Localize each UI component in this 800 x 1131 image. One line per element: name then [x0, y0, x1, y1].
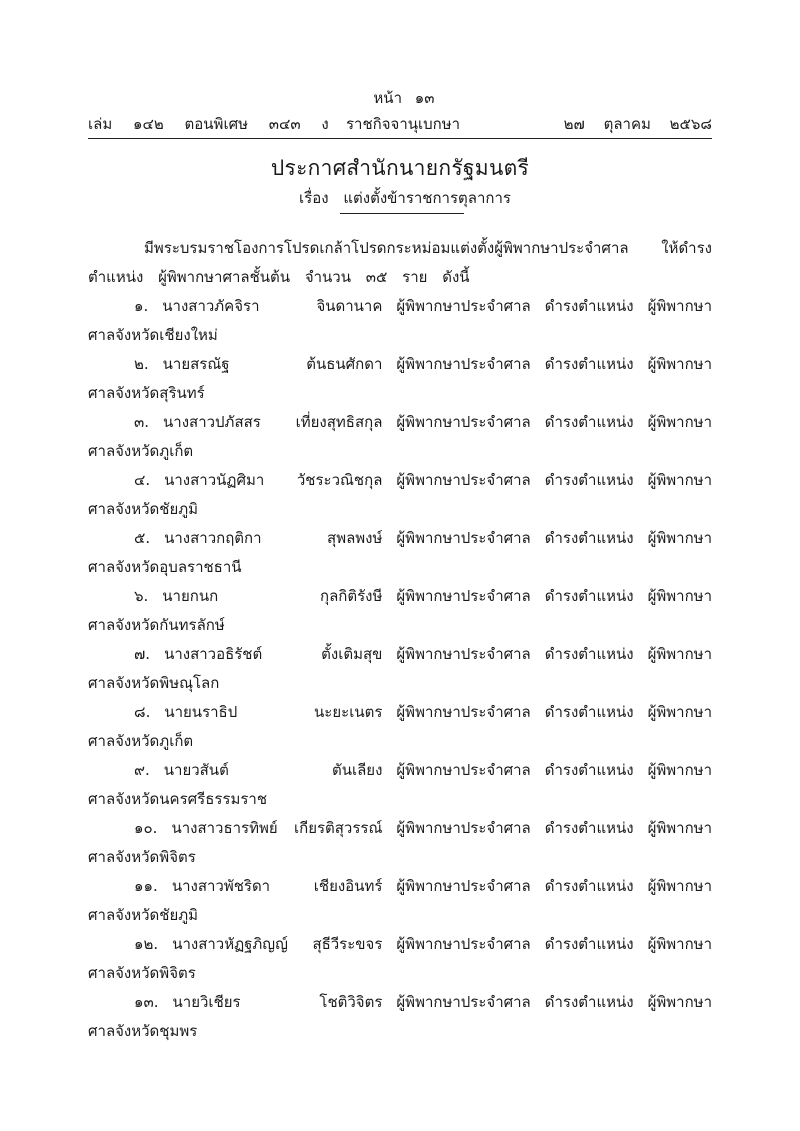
intro-court-level: ผู้พิพากษาศาลชั้นต้น [158, 268, 291, 286]
entry-number: ๑. [134, 297, 149, 315]
entry-number: ๕. [134, 529, 151, 547]
entry-court: ศาลจังหวัดชัยภูมิ [88, 906, 199, 924]
entry-court: ศาลจังหวัดเชียงใหม่ [88, 326, 218, 344]
entry-court: ศาลจังหวัดชุมพร [88, 1022, 198, 1040]
entry-position-label: ดำรงตำแหน่ง [544, 819, 634, 837]
appointment-list [88, 292, 712, 1046]
page-number-value: ๑๓ [414, 89, 435, 107]
appointment-entry [88, 698, 712, 756]
date-month: ตุลาคม [603, 115, 651, 133]
entry-number: ๑๑. [134, 877, 158, 895]
entry-new-position: ผู้พิพากษา [647, 703, 712, 721]
entry-current-position: ผู้พิพากษาประจำศาล [396, 355, 531, 373]
intro-unit: ราย [402, 268, 428, 286]
entry-name: นายนราธิป นะยะเนตร [164, 703, 383, 721]
intro-paragraph [88, 234, 712, 292]
entry-court: ศาลจังหวัดชัยภูมิ [88, 500, 199, 518]
entry-new-position: ผู้พิพากษา [647, 529, 712, 547]
entry-position-label: ดำรงตำแหน่ง [544, 703, 634, 721]
entry-number: ๓. [134, 413, 150, 431]
entry-first-line [88, 524, 712, 553]
entry-position-label: ดำรงตำแหน่ง [544, 471, 634, 489]
intro-count-label: จำนวน [304, 268, 351, 286]
volume-label: เล่ม [88, 115, 113, 133]
entry-current-position: ผู้พิพากษาประจำศาล [396, 297, 531, 315]
entry-number: ๔. [134, 471, 151, 489]
announcement-title: ประกาศสำนักนายกรัฐมนตรี [270, 156, 530, 180]
entry-new-position: ผู้พิพากษา [647, 819, 712, 837]
entry-current-position: ผู้พิพากษาประจำศาล [396, 645, 531, 663]
subject-text: แต่งตั้งข้าราชการตุลาการ [343, 189, 511, 207]
entry-number: ๙. [134, 761, 150, 779]
date-day: ๒๗ [563, 115, 585, 133]
page-number [0, 86, 800, 110]
entry-first-line [88, 814, 712, 843]
intro-count: ๓๕ [365, 268, 388, 286]
entry-position-label: ดำรงตำแหน่ง [544, 877, 634, 895]
page-label: หน้า [373, 89, 402, 107]
section-number: ๓๔๓ [268, 115, 301, 133]
entry-number: ๒. [134, 355, 149, 373]
entry-new-position: ผู้พิพากษา [647, 587, 712, 605]
entry-court: ศาลจังหวัดสุรินทร์ [88, 384, 205, 402]
appointment-entry [88, 640, 712, 698]
entry-position-label: ดำรงตำแหน่ง [544, 529, 634, 547]
entry-name: นางสาวธารทิพย์ เกียรติสุวรรณ์ [171, 819, 383, 837]
entry-new-position: ผู้พิพากษา [647, 471, 712, 489]
section-letter: ง [321, 115, 329, 133]
entry-current-position: ผู้พิพากษาประจำศาล [396, 935, 531, 953]
header-divider [88, 138, 712, 139]
entry-name: นายกนก กุลกิติรังษี [162, 587, 383, 605]
entry-first-line [88, 640, 712, 669]
entry-position-label: ดำรงตำแหน่ง [544, 935, 634, 953]
announcement-body [88, 234, 712, 1046]
entry-current-position: ผู้พิพากษาประจำศาล [396, 587, 531, 605]
entry-court: ศาลจังหวัดพิจิตร [88, 964, 196, 982]
entry-first-line [88, 756, 712, 785]
publication-date [550, 112, 712, 136]
appointment-entry [88, 524, 712, 582]
entry-new-position: ผู้พิพากษา [647, 297, 712, 315]
appointment-entry [88, 872, 712, 930]
entry-number: ๑๐. [134, 819, 158, 837]
appointment-entry [88, 466, 712, 524]
entry-current-position: ผู้พิพากษาประจำศาล [396, 993, 531, 1011]
entry-position-label: ดำรงตำแหน่ง [544, 993, 634, 1011]
gazette-name: ราชกิจจานุเบกษา [346, 115, 461, 133]
entry-first-line [88, 988, 712, 1017]
entry-current-position: ผู้พิพากษาประจำศาล [396, 877, 531, 895]
entry-current-position: ผู้พิพากษาประจำศาล [396, 761, 531, 779]
entry-first-line [88, 582, 712, 611]
entry-number: ๗. [134, 645, 151, 663]
entry-court: ศาลจังหวัดภูเก็ต [88, 442, 194, 460]
entry-court: ศาลจังหวัดนครศรีธรรมราช [88, 790, 268, 808]
entry-position-label: ดำรงตำแหน่ง [544, 355, 634, 373]
entry-new-position: ผู้พิพากษา [647, 413, 712, 431]
appointment-entry [88, 350, 712, 408]
entry-name: นางสาวหัฏฐภิญญ์ สุธีวีระขจร [172, 935, 383, 953]
entry-court: ศาลจังหวัดภูเก็ต [88, 732, 194, 750]
entry-first-line [88, 930, 712, 959]
entry-position-label: ดำรงตำแหน่ง [544, 645, 634, 663]
appointment-entry [88, 582, 712, 640]
entry-position-label: ดำรงตำแหน่ง [544, 297, 634, 315]
entry-new-position: ผู้พิพากษา [647, 761, 712, 779]
running-header [88, 112, 712, 136]
subject-label: เรื่อง [299, 189, 329, 207]
entry-name: นายวสันต์ ตันเลียง [163, 761, 383, 779]
volume-section-info [88, 112, 345, 136]
entry-court: ศาลจังหวัดพิจิตร [88, 848, 196, 866]
date-year: ๒๕๖๘ [669, 115, 712, 133]
entry-first-line [88, 292, 712, 321]
entry-number: ๑๓. [134, 993, 159, 1011]
entry-name: นางสาวนัฏศิมา วัชระวณิชกุล [164, 471, 383, 489]
title-divider [340, 213, 464, 214]
entry-new-position: ผู้พิพากษา [647, 355, 712, 373]
entry-position-label: ดำรงตำแหน่ง [544, 413, 634, 431]
entry-name: นางสาวพัชริดา เชียงอินทร์ [171, 877, 383, 895]
volume-number: ๑๔๒ [133, 115, 164, 133]
announcement-subject [0, 186, 800, 210]
entry-new-position: ผู้พิพากษา [647, 935, 712, 953]
entry-current-position: ผู้พิพากษาประจำศาล [396, 471, 531, 489]
entry-name: นางสาวภัคจิรา จินดานาค [162, 297, 383, 315]
entry-name: นายวิเชียร โชติวิจิตร [172, 993, 383, 1011]
appointment-entry [88, 930, 712, 988]
appointment-entry [88, 408, 712, 466]
entry-name: นางสาวปภัสสร เที่ยงสุทธิสกุล [163, 413, 383, 431]
entry-first-line [88, 350, 712, 379]
appointment-entry [88, 292, 712, 350]
appointment-entry [88, 988, 712, 1046]
entry-new-position: ผู้พิพากษา [647, 877, 712, 895]
entry-court: ศาลจังหวัดกันทรลักษ์ [88, 616, 225, 634]
entry-number: ๘. [134, 703, 151, 721]
entry-current-position: ผู้พิพากษาประจำศาล [396, 413, 531, 431]
entry-first-line [88, 698, 712, 727]
intro-end: ดังนี้ [442, 268, 470, 286]
entry-new-position: ผู้พิพากษา [647, 993, 712, 1011]
entry-new-position: ผู้พิพากษา [647, 645, 712, 663]
entry-name: นางสาวกฤติกา สุพลพงษ์ [164, 529, 383, 547]
entry-position-label: ดำรงตำแหน่ง [544, 761, 634, 779]
section-label: ตอนพิเศษ [184, 115, 248, 133]
entry-first-line [88, 466, 712, 495]
entry-first-line [88, 408, 712, 437]
appointment-entry [88, 756, 712, 814]
entry-number: ๖. [134, 587, 149, 605]
entry-court: ศาลจังหวัดอุบลราชธานี [88, 558, 242, 576]
appointment-entry [88, 814, 712, 872]
entry-current-position: ผู้พิพากษาประจำศาล [396, 819, 531, 837]
entry-current-position: ผู้พิพากษาประจำศาล [396, 529, 531, 547]
entry-name: นายสรณัฐ ต้นธนศักดา [162, 355, 383, 373]
entry-court: ศาลจังหวัดพิษณุโลก [88, 674, 220, 692]
entry-current-position: ผู้พิพากษาประจำศาล [396, 703, 531, 721]
intro-text: มีพระบรมราชโองการโปรดเกล้าโปรดกระหม่อมแต่งตั้งผู้พิพากษาประจำศาล ให้ดำรงตำแหน่ง [88, 239, 712, 286]
entry-position-label: ดำรงตำแหน่ง [544, 587, 634, 605]
entry-name: นางสาวอธิรัชต์ ตั้งเติมสุข [164, 645, 383, 663]
entry-number: ๑๒. [134, 935, 159, 953]
entry-first-line [88, 872, 712, 901]
